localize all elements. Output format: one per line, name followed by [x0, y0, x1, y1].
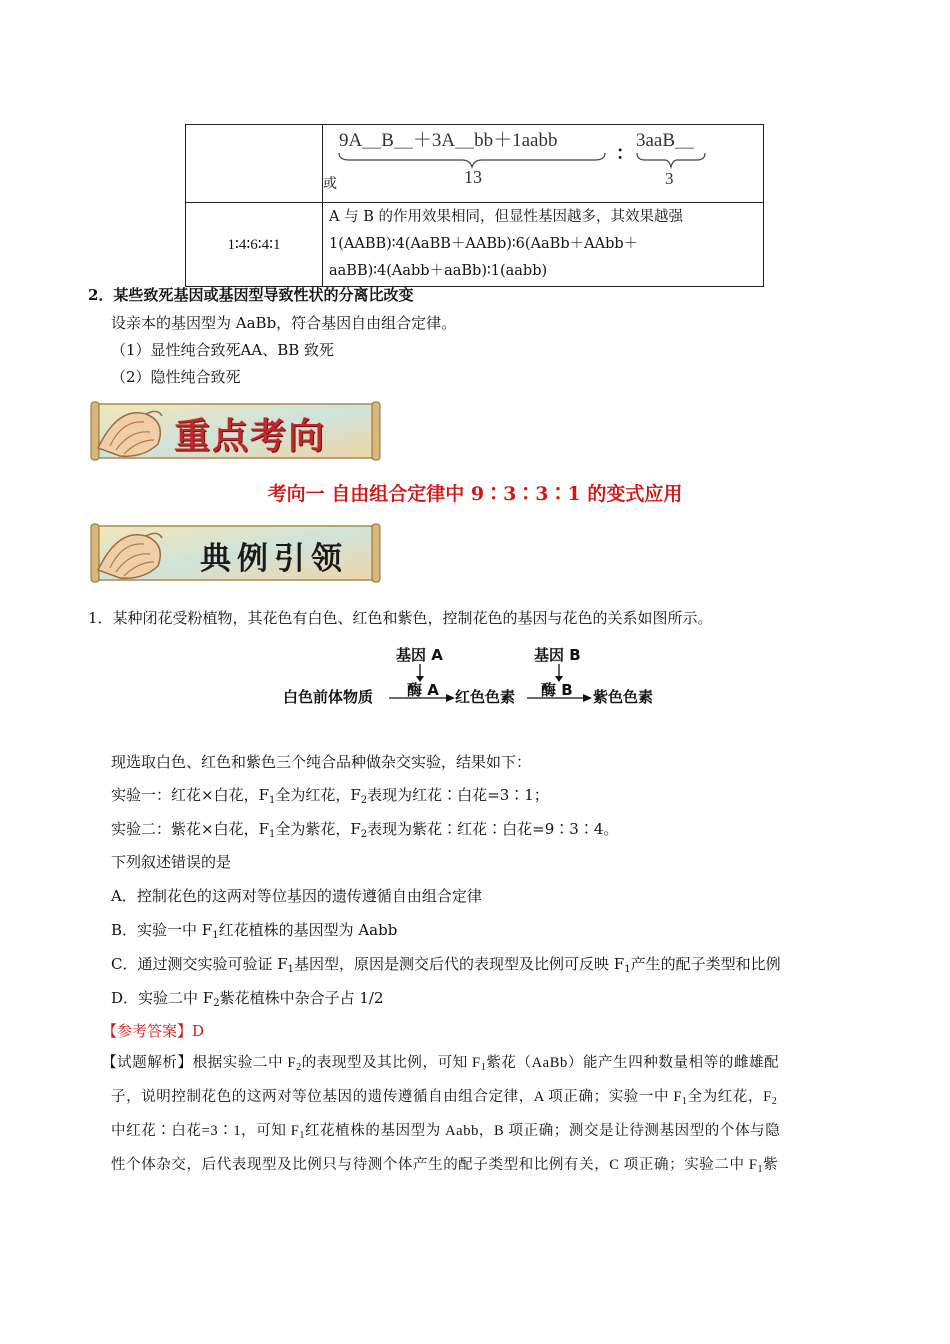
subscript: 1 [287, 964, 295, 975]
analysis-text: 全为红花，F [687, 1089, 772, 1105]
subscript: 1 [268, 829, 276, 840]
red-pigment: 红色色素 [455, 688, 516, 706]
answer-label: 【参考答案】 [102, 1022, 193, 1040]
subscript: 2 [360, 829, 368, 840]
description-line: A 与 B 的作用效果相同，但显性基因越多，其效果越强 [329, 209, 683, 225]
subscript: 2 [213, 998, 220, 1009]
subscript: 1 [480, 1062, 487, 1073]
option-text: 红花植株的基因型为 Aabb [218, 921, 398, 939]
analysis-text: 【试题解析】根据实验二中 F [102, 1055, 297, 1071]
formula-colon: ： [616, 143, 634, 164]
analysis-text: 的表现型及其比例，可知 F [301, 1055, 481, 1071]
table-row [186, 125, 764, 203]
analysis-text: 中红花∶白花=3∶1，可知 F [111, 1123, 300, 1139]
option-c [111, 953, 781, 975]
right-brace-icon [635, 151, 707, 169]
pathway-diagram [283, 640, 683, 710]
section-title: 2．某些致死基因或基因型导致性状的分离比改变 [88, 286, 414, 304]
analysis-block [102, 1051, 852, 1187]
subscript: 1 [299, 1130, 305, 1141]
question-stem: 1．某种闭花受粉植物，其花色有白色、红色和紫色，控制花色的基因与花色的关系如图所示。 [88, 609, 713, 627]
section-item: （2）隐性纯合致死 [111, 368, 241, 386]
analysis-text: 紫花（AaBb）能产生四种数量相等的雌雄配 [486, 1055, 780, 1071]
banner-label: 重点考向 [174, 415, 327, 457]
enzyme-a-label: 酶 A [407, 681, 439, 699]
subscript: 2 [360, 795, 368, 806]
formula-right: 3aaB＿ [636, 130, 695, 151]
analysis-line [102, 1119, 852, 1153]
option-text: B．实验一中 F [111, 921, 213, 939]
analysis-text: 性个体杂交，后代表现型及比例只与待测个体产生的配子类型和比例有关，C 项正确；实验二中 F [111, 1157, 758, 1173]
option-a: A．控制花色的这两对等位基因的遗传遵循自由组合定律 [111, 887, 482, 905]
subscript: 1 [757, 1164, 764, 1175]
analysis-text: 红花植株的基因型为 Aabb，B 项正确；测交是让待测基因型的个体与隐 [304, 1123, 781, 1139]
experiment-1 [111, 784, 549, 806]
exp-text: 实验一：红花×白花，F [111, 786, 269, 804]
option-text: D．实验二中 F [111, 989, 214, 1007]
example-banner [88, 520, 383, 586]
question-setup: 现选取白色、红色和紫色三个纯合品种做杂交实验，结果如下： [111, 753, 532, 771]
ratio-cell: 1∶4∶6∶4∶1 [186, 203, 323, 287]
analysis-text: 紫 [763, 1157, 779, 1173]
description-cell [323, 203, 764, 287]
subscript: 1 [268, 795, 276, 806]
analysis-line [102, 1085, 852, 1119]
table-cell-empty [186, 125, 323, 203]
option-text: C．通过测交实验可验证 F [111, 955, 288, 973]
gene-a-label: 基因 A [396, 646, 443, 664]
exp-text: 表现为红花∶白花=3∶1； [367, 786, 549, 804]
start-substance: 白色前体物质 [283, 688, 374, 706]
subscript: 2 [771, 1096, 778, 1107]
option-b [111, 919, 397, 941]
enzyme-b-label: 酶 B [541, 681, 573, 699]
experiment-2 [111, 818, 618, 840]
subscript: 1 [624, 964, 631, 975]
sum-right: 3 [665, 169, 674, 188]
option-d [111, 987, 384, 1009]
option-text: 产生的配子类型和比例 [630, 955, 781, 973]
prefix-or: 或 [323, 176, 337, 192]
section-item: （1）显性纯合致死AA、BB 致死 [111, 341, 335, 359]
exp-text: 全为红花，F [275, 786, 361, 804]
analysis-line [102, 1153, 852, 1187]
banner-label: 典例引领 [200, 541, 348, 577]
purple-pigment: 紫色色素 [593, 688, 654, 706]
gene-b-label: 基因 B [534, 646, 581, 664]
reference-answer [102, 1020, 204, 1042]
subscript: 2 [296, 1062, 302, 1073]
sum-left: 13 [464, 167, 482, 187]
exp-text: 表现为紫花∶红花∶白花=9∶3∶4。 [367, 820, 619, 838]
analysis-line [102, 1051, 852, 1085]
answer-value: D [192, 1022, 205, 1040]
subscript: 1 [212, 930, 219, 941]
ratio-table [185, 124, 764, 287]
exp-text: 全为紫花，F [275, 820, 361, 838]
analysis-text: 子，说明控制花色的这两对等位基因的遗传遵循自由组合定律，A 项正确；实验一中 F [111, 1089, 682, 1105]
subscript: 1 [681, 1096, 688, 1107]
option-text: 基因型，原因是测交后代的表现型及比例可反映 F [294, 955, 625, 973]
key-direction-banner [88, 398, 383, 464]
direction-title: 考向一 自由组合定律中 9∶3∶3∶1 的变式应用 [267, 483, 683, 505]
description-line: aaBB)∶4(Aabb＋aaBb)∶1(aabb) [329, 263, 548, 279]
formula-left: 9A＿B＿＋3A＿bb＋1aabb [339, 130, 558, 151]
exp-text: 实验二：紫花×白花，F [111, 820, 269, 838]
description-line: 1(AABB)∶4(AaBB＋AABb)∶6(AaBb＋AAbb＋ [329, 236, 639, 252]
question-prompt: 下列叙述错误的是 [111, 853, 232, 871]
table-row [186, 203, 764, 287]
section-intro: 设亲本的基因型为 AaBb，符合基因自由组合定律。 [111, 314, 457, 332]
table-cell-formula [323, 125, 764, 203]
option-text: 紫花植株中杂合子占 1/2 [219, 989, 384, 1007]
